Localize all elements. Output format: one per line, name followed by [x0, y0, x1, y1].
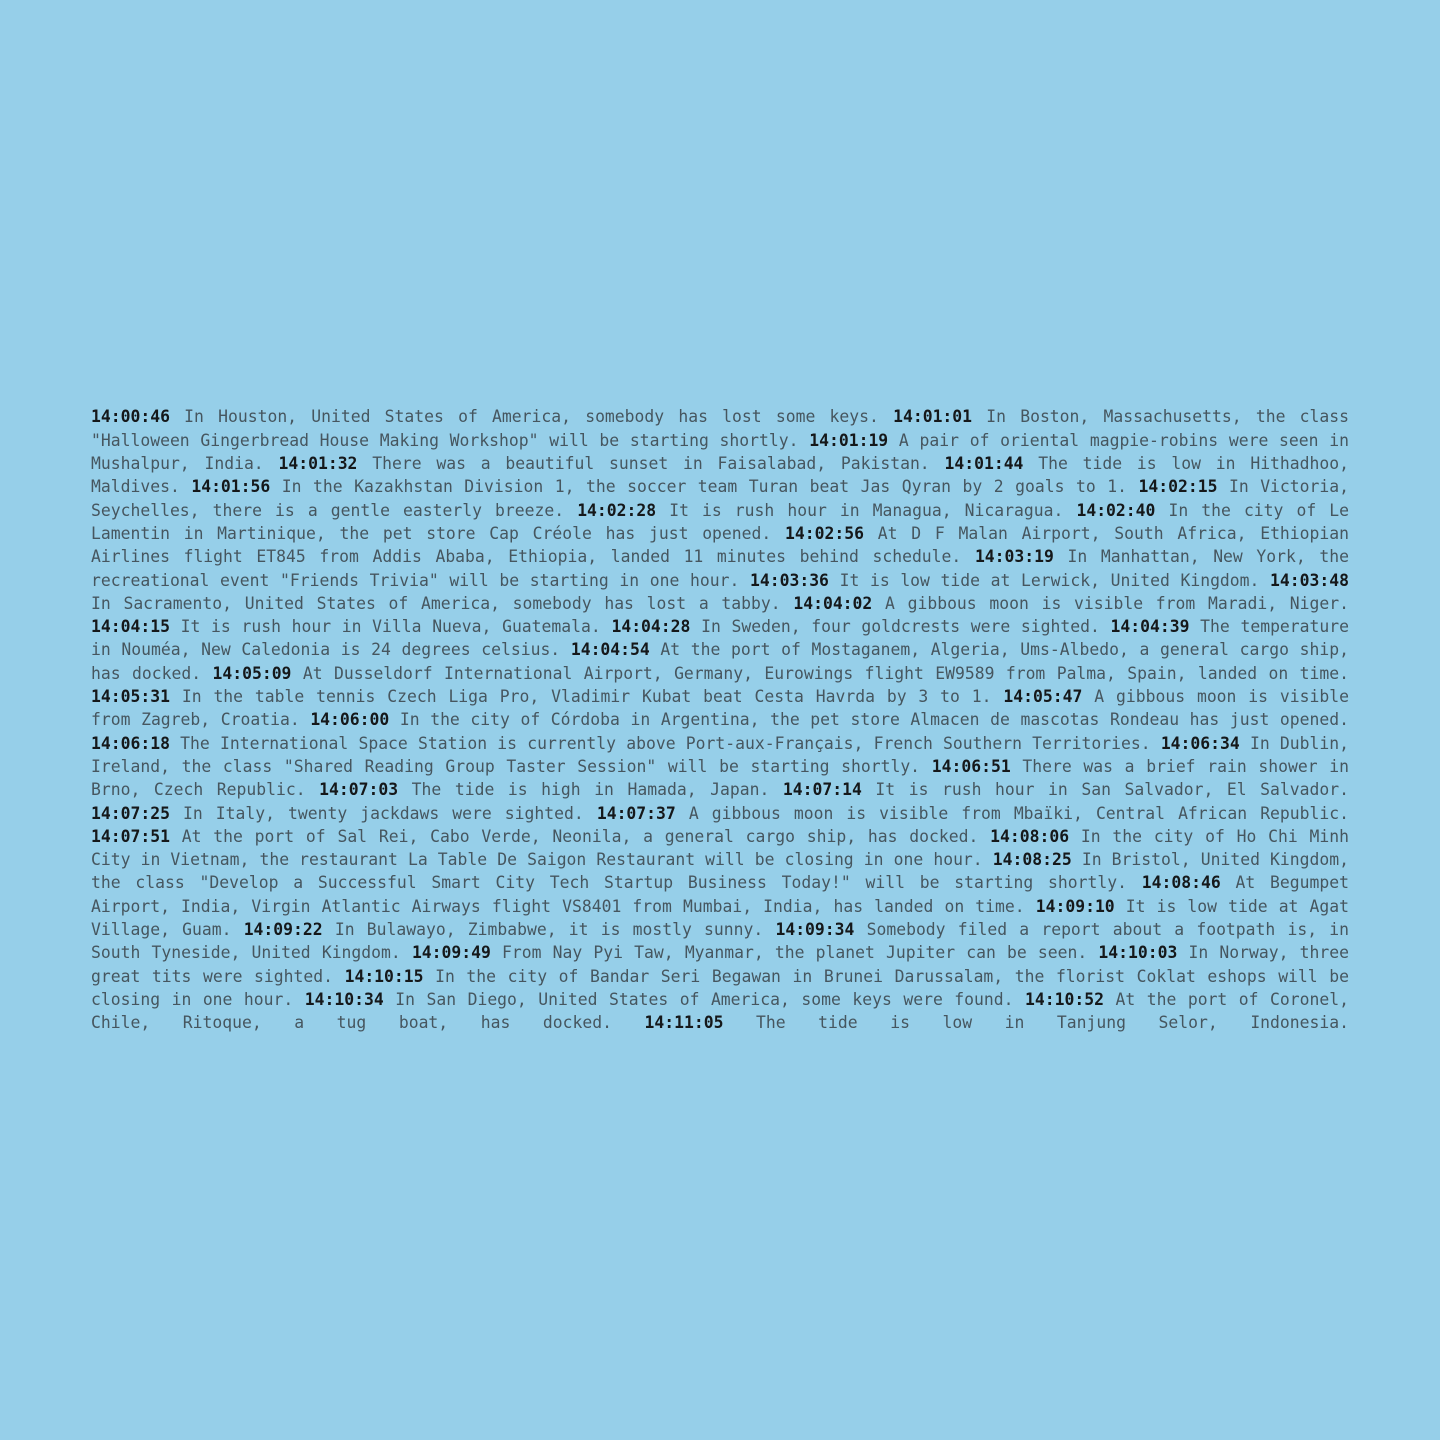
ticker-entry — [91, 804, 584, 823]
entry-timestamp: 14:09:10 — [1035, 896, 1115, 916]
entry-text: At the port of Coronel, Chile, Ritoque, a tug boat, has docked. — [91, 989, 1349, 1033]
entry-timestamp: 14:09:34 — [775, 920, 855, 940]
entry-text: In Victoria, Seychelles, there is a gentle easterly breeze. — [91, 477, 1350, 520]
entry-timestamp: 14:06:51 — [931, 756, 1011, 776]
entry-timestamp: 14:10:52 — [1025, 989, 1104, 1009]
entry-timestamp: 14:04:15 — [91, 617, 170, 637]
entry-timestamp: 14:09:22 — [243, 920, 323, 940]
entry-text: At the port of Mostaganem, Algeria, Ums-Albedo, a general cargo ship, has docked. — [91, 640, 1349, 683]
entry-timestamp: 14:08:06 — [990, 826, 1070, 846]
entry-timestamp: 14:02:28 — [577, 500, 657, 520]
entry-timestamp: 14:04:02 — [793, 593, 873, 613]
ticker-entry — [412, 943, 1087, 962]
entry-text: A gibbous moon is visible from Mbaïki, Central African Republic. — [675, 803, 1350, 823]
entry-timestamp: 14:08:25 — [992, 850, 1072, 870]
entry-text: In the city of Ho Chi Minh City in Vietnam, the restaurant La Table De Saigon Restaurant will be closing in one hour. — [91, 826, 1349, 870]
ticker-entry — [91, 617, 601, 636]
entry-text: In the Kazakhstan Division 1, the soccer team Turan beat Jas Qyran by 2 goals to 1. — [270, 477, 1127, 497]
entry-text: The International Space Station is currently above Port-aux-Français, French Southern Territories. — [169, 733, 1151, 753]
entry-timestamp: 14:03:36 — [749, 570, 829, 590]
entry-timestamp: 14:05:31 — [91, 687, 170, 707]
ticker-entry — [212, 664, 1349, 683]
entry-timestamp: 14:10:34 — [304, 989, 384, 1009]
ticker-entry — [91, 687, 992, 706]
entry-timestamp: 14:07:14 — [782, 780, 862, 800]
entry-timestamp: 14:01:32 — [278, 454, 358, 474]
entry-timestamp: 14:02:56 — [785, 523, 864, 543]
entry-timestamp: 14:06:00 — [310, 710, 390, 730]
ticker-entry — [793, 594, 1349, 613]
entry-timestamp: 14:04:54 — [570, 640, 650, 660]
entry-text: In Houston, United States of America, somebody has lost some keys. — [169, 407, 879, 427]
entry-text: In Sweden, four goldcrests were sighted. — [690, 617, 1100, 637]
entry-text: At the port of Sal Rei, Cabo Verde, Neonila, a general cargo ship, has docked. — [169, 826, 979, 846]
ticker-entry — [91, 734, 1151, 753]
entry-timestamp: 14:01:19 — [809, 430, 889, 450]
ticker-entry — [783, 780, 1349, 799]
ticker-entry — [91, 407, 879, 426]
ticker-entry — [310, 710, 1349, 729]
entry-text: It is rush hour in Managua, Nicaragua. — [656, 500, 1064, 520]
entry-text: Somebody filed a report about a footpath is, in South Tyneside, United Kingdom. — [91, 920, 1350, 963]
ticker-entry — [750, 571, 1259, 590]
entry-text: In the city of Bandar Seri Begawan in Brunei Darussalam, the florist Coklat eshops will be closing in one hour. — [91, 966, 1349, 1009]
entry-text: In Dublin, Ireland, the class "Shared Reading Group Taster Session" will be starting shortly. — [91, 733, 1349, 776]
entry-timestamp: 14:04:28 — [611, 617, 691, 637]
entry-text: At Begumpet Airport, India, Virgin Atlantic Airways flight VS8401 from Mumbai, India, has landed on time. — [91, 873, 1349, 916]
entry-timestamp: 14:01:44 — [944, 454, 1024, 474]
ticker-entry — [611, 617, 1099, 636]
ticker-entry — [91, 827, 978, 846]
entry-timestamp: 14:02:40 — [1076, 500, 1156, 520]
ticker-entry — [597, 804, 1349, 823]
ticker-entry — [305, 990, 1014, 1009]
entry-text: There was a beautiful sunset in Faisalabad, Pakistan. — [357, 454, 930, 474]
entry-timestamp: 14:08:46 — [1141, 873, 1221, 893]
entry-text: It is rush hour in San Salvador, El Salvador. — [861, 780, 1349, 800]
entry-text: There was a brief rain shower in Brno, Czech Republic. — [91, 756, 1349, 800]
entry-text: In Boston, Massachusetts, the class "Halloween Gingerbread House Making Workshop" will be starting shortly. — [91, 407, 1350, 450]
entry-text: In Norway, three great tits were sighted. — [91, 943, 1349, 986]
entry-text: The tide is low in Hithadhoo, Maldives. — [91, 454, 1350, 497]
entry-text: The tide is low in Tanjung Selor, Indonesia. — [723, 1013, 1349, 1033]
entry-timestamp: 14:07:25 — [91, 803, 170, 823]
entry-text: A gibbous moon is visible from Maradi, Niger. — [872, 593, 1349, 613]
entry-timestamp: 14:05:47 — [1003, 687, 1083, 707]
ticker-entry — [191, 477, 1127, 496]
entry-text: In Manhattan, New York, the recreational event "Friends Trivia" will be starting in one hour. — [91, 547, 1349, 590]
entry-timestamp: 14:01:01 — [893, 407, 973, 427]
ticker-entry — [577, 501, 1063, 520]
ticker-entry — [244, 920, 764, 939]
entry-text: In Sacramento, United States of America, somebody has lost a tabby. — [91, 593, 781, 613]
entry-text: In the city of Le Lamentin in Martinique, the pet store Cap Créole has just opened. — [91, 500, 1350, 543]
entry-timestamp: 14:00:46 — [91, 407, 170, 427]
entry-timestamp: 14:07:37 — [596, 803, 676, 823]
entry-text: In the city of Córdoba in Argentina, the pet store Almacen de mascotas Rondeau has just opened. — [389, 710, 1350, 730]
entry-text: A pair of oriental magpie-robins were seen in Mushalpur, India. — [91, 430, 1349, 474]
entry-timestamp: 14:01:56 — [191, 477, 271, 497]
entry-timestamp: 14:06:18 — [91, 733, 170, 753]
entry-timestamp: 14:09:49 — [411, 943, 491, 963]
entry-timestamp: 14:07:03 — [319, 780, 399, 800]
entry-timestamp: 14:03:19 — [974, 547, 1054, 567]
entry-timestamp: 14:06:34 — [1160, 733, 1240, 753]
entry-text: It is rush hour in Villa Nueva, Guatemala. — [169, 617, 601, 637]
entry-text: In Italy, twenty jackdaws were sighted. — [169, 803, 584, 823]
news-ticker — [91, 405, 1349, 1034]
entry-text: At D F Malan Airport, South Africa, Ethiopian Airlines flight ET845 from Addis Ababa, Ethiopia, landed 11 minutes behind schedule. — [91, 523, 1350, 567]
entry-text: At Dusseldorf International Airport, Germany, Eurowings flight EW9589 from Palma, Spain, landed on time. — [291, 663, 1349, 683]
entry-text: In San Diego, United States of America, some keys were found. — [383, 989, 1014, 1009]
entry-text: It is low tide at Lerwick, United Kingdom. — [828, 570, 1260, 590]
entry-timestamp: 14:04:39 — [1110, 617, 1190, 637]
entry-text: The temperature in Nouméa, New Caledonia is 24 degrees celsius. — [91, 617, 1350, 660]
entry-text: From Nay Pyi Taw, Myanmar, the planet Jupiter can be seen. — [490, 943, 1088, 963]
entry-timestamp: 14:03:48 — [1270, 570, 1349, 590]
entry-text: The tide is high in Hamada, Japan. — [398, 780, 770, 800]
ticker-entry — [319, 780, 769, 799]
entry-text: In Bulawayo, Zimbabwe, it is mostly sunny. — [322, 920, 764, 940]
entry-timestamp: 14:07:51 — [91, 826, 170, 846]
entry-text: In Bristol, United Kingdom, the class "Develop a Successful Smart City Tech Startup Business Today!" will be starting shortly. — [91, 850, 1349, 893]
entry-text: In the table tennis Czech Liga Pro, Vladimir Kubat beat Cesta Havrda by 3 to 1. — [169, 687, 992, 707]
ticker-entry — [645, 1013, 1349, 1032]
entry-timestamp: 14:11:05 — [644, 1013, 724, 1033]
entry-text: It is low tide at Agat Village, Guam. — [91, 896, 1349, 940]
entry-timestamp: 14:10:15 — [344, 966, 424, 986]
entry-timestamp: 14:02:15 — [1138, 477, 1218, 497]
ticker-entry — [278, 454, 929, 473]
entry-timestamp: 14:05:09 — [212, 663, 292, 683]
entry-text: A gibbous moon is visible from Zagreb, Croatia. — [91, 687, 1349, 730]
entry-timestamp: 14:10:03 — [1098, 943, 1178, 963]
